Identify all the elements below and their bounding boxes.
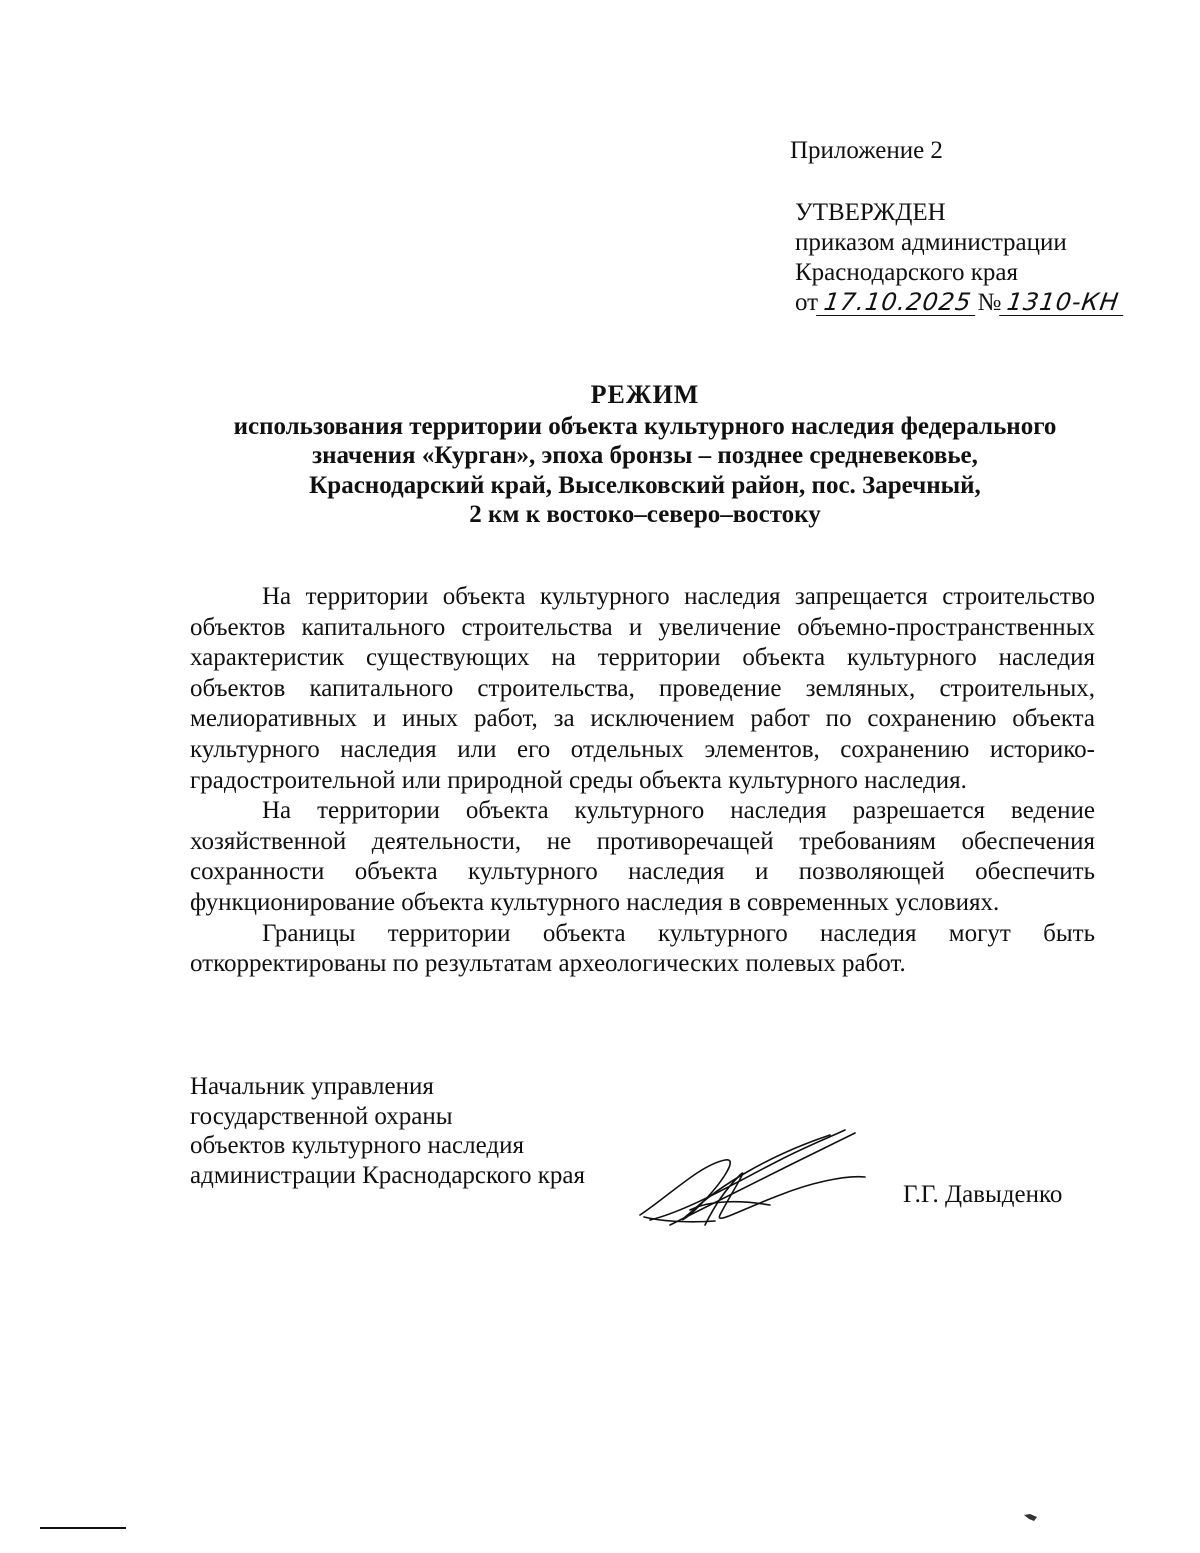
number-prefix: № bbox=[977, 289, 1002, 316]
paragraph-prohibitions: На территории объекта культурного наследия запрещается строительство объектов капитального строительства и увеличение объемно-пространственных характеристик существующих на территории объекта культурного наследия объектов капитального строительства, проведение земляных, строительных, мелиоративных и иных работ, за исключением работ по сохранению объекта культурного наследия или его отдельных элементов, сохранению историко-градостроительной или природной среды объекта культурного наследия. bbox=[190, 583, 1095, 794]
paragraph-permissions: На территории объекта культурного наследия разрешается ведение хозяйственной деятельности, не противоречащей требованиям обеспечения сохранности объекта культурного наследия и позволяющей обеспечить функционирование объекта культурного наследия в современных условиях. bbox=[190, 797, 1095, 916]
paragraph-boundaries: Границы территории объекта культурного наследия могут быть откорректированы по результатам археологических полевых работ. bbox=[190, 919, 1095, 978]
approval-line-1: приказом администрации bbox=[795, 229, 1067, 256]
footer-rule bbox=[40, 1527, 126, 1529]
approval-line-2: Краснодарского края bbox=[795, 259, 1018, 286]
date-prefix: от bbox=[795, 289, 819, 316]
approval-date-line bbox=[795, 288, 1125, 318]
position-line-4: администрации Краснодарского края bbox=[190, 1161, 586, 1189]
signatory-name: Г.Г. Давыденко bbox=[903, 1181, 1063, 1208]
approval-heading: УТВЕРЖДЕН bbox=[795, 199, 946, 226]
scan-speck bbox=[1022, 1510, 1040, 1524]
title-line-4: 2 км к востоко–северо–востоку bbox=[469, 501, 821, 528]
position-line-3: объектов культурного наследия bbox=[190, 1132, 524, 1159]
signatory-position bbox=[190, 1072, 585, 1190]
position-line-1: Начальник управления bbox=[190, 1073, 434, 1100]
approval-stamp bbox=[795, 198, 1125, 318]
document-title bbox=[190, 380, 1100, 530]
document-body bbox=[190, 582, 1095, 980]
handwritten-number: 1310-КН bbox=[999, 289, 1127, 316]
title-line-3: Краснодарский край, Выселковский район, пос. Заречный, bbox=[309, 471, 981, 499]
appendix-label: Приложение 2 bbox=[790, 137, 943, 164]
title-line-1: использования территории объекта культурного наследия федерального bbox=[233, 412, 1057, 440]
handwritten-date: 17.10.2025 bbox=[816, 289, 979, 316]
handwritten-signature bbox=[630, 1125, 870, 1235]
title-line-2: значения «Курган», эпоха бронзы – позднее средневековье, bbox=[312, 442, 978, 469]
title-main: РЕЖИМ bbox=[590, 380, 700, 409]
position-line-2: государственной охраны bbox=[190, 1102, 453, 1130]
